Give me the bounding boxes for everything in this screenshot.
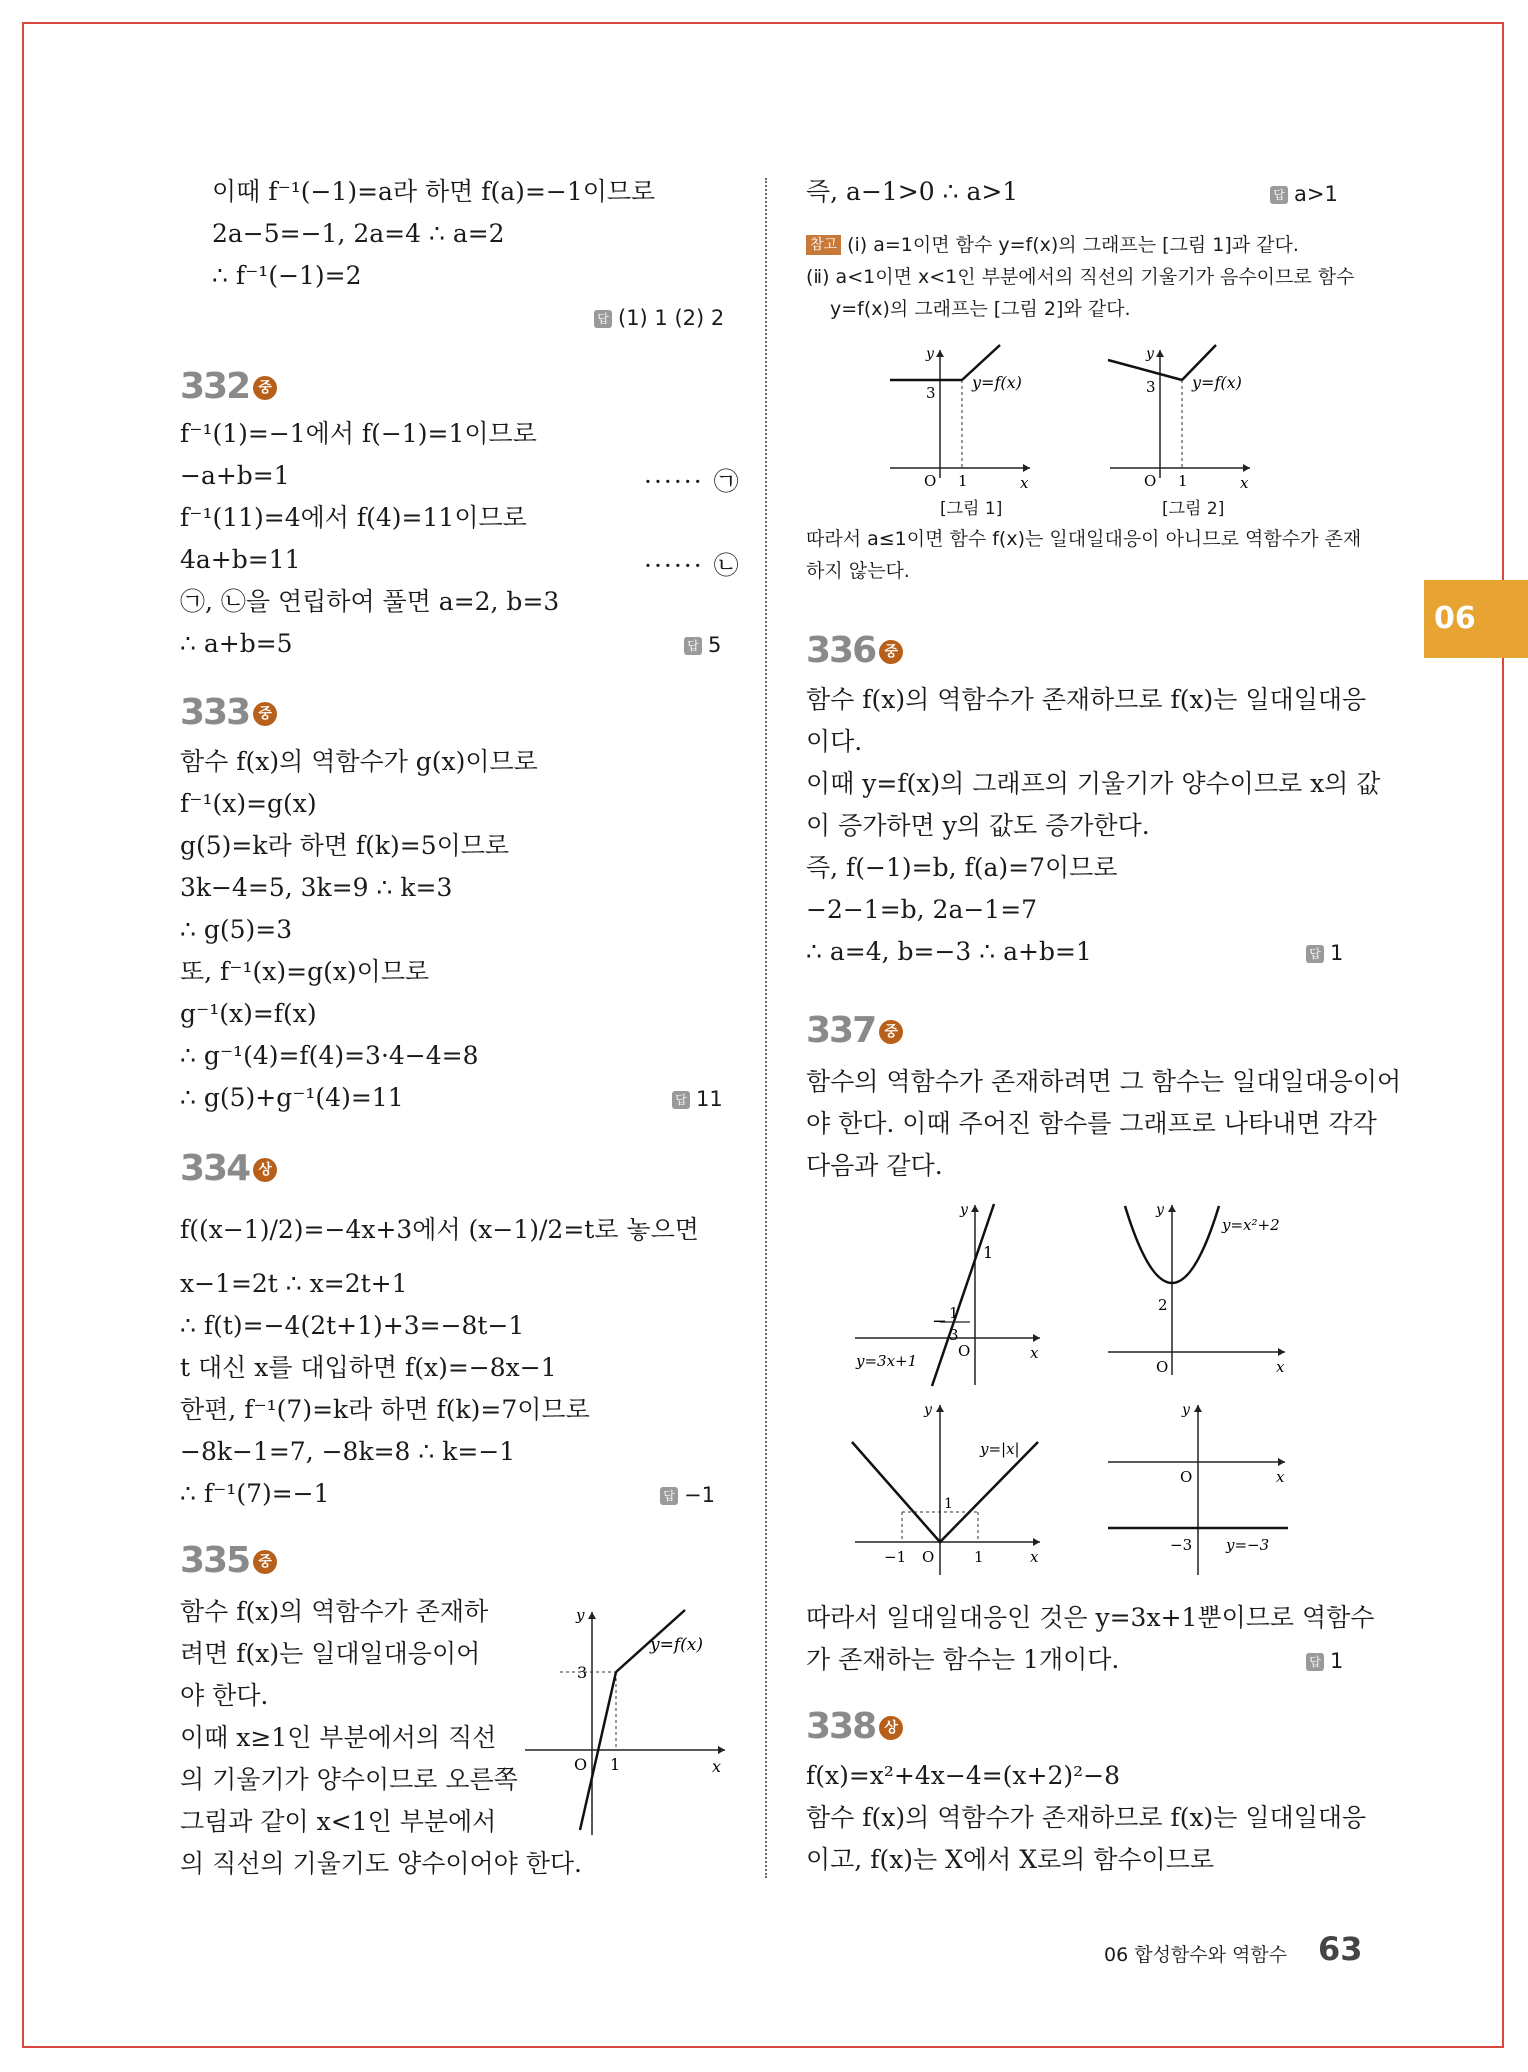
text-line: −2−1=b, 2a−1=7: [806, 895, 1038, 924]
text-line: ∴ a+b=5: [180, 629, 293, 658]
y-axis-label: y: [924, 1402, 932, 1418]
text-line: x−1=2t ∴ x=2t+1: [180, 1269, 408, 1298]
answer-tag: 답: [672, 1091, 690, 1109]
origin-label: O: [1156, 1358, 1169, 1376]
difficulty-badge: 중: [253, 702, 277, 726]
figure-1: [880, 340, 1080, 492]
note-line: 따라서 a≤1이면 함수 f(x)는 일대일대응이 아니므로 역함수가 존재: [806, 528, 1362, 550]
difficulty-badge: 상: [253, 1158, 277, 1182]
answer-tag: 답: [1306, 1653, 1324, 1671]
text-line: t 대신 x를 대입하면 f(x)=−8x−1: [180, 1353, 557, 1382]
text-line: f⁻¹(11)=4에서 f(4)=11이므로: [180, 503, 527, 532]
y-tick-label: 1: [983, 1243, 994, 1262]
answer-value: −1: [684, 1483, 715, 1507]
text-line: 함수 f(x)의 역함수가 존재하: [180, 1597, 489, 1626]
problem-number-text: 332: [180, 366, 250, 407]
chapter-tab[interactable]: 06: [1424, 580, 1528, 658]
problem-number-text: 336: [806, 630, 876, 671]
graph-absolute: [850, 1400, 1060, 1580]
text-line: 이 증가하면 y의 값도 증가한다.: [806, 811, 1150, 840]
y-arrow: [1156, 350, 1164, 357]
text-line: 함수의 역함수가 존재하려면 그 함수는 일대일대응이어: [806, 1067, 1402, 1096]
answer: [660, 1483, 715, 1507]
y-tick-label: 3: [926, 384, 936, 402]
text-line: 의 기울기가 양수이므로 오른쪽: [180, 1765, 518, 1794]
text-line: −a+b=1: [180, 461, 290, 490]
text-line: 함수 f(x)의 역함수가 g(x)이므로: [180, 747, 538, 776]
difficulty-badge: 중: [253, 1550, 277, 1574]
answer: [1306, 1649, 1343, 1673]
x-arrow: [1278, 1348, 1285, 1356]
equation-marker: ······ ㉡: [644, 551, 741, 580]
text-line: 즉, f(−1)=b, f(a)=7이므로: [806, 853, 1118, 882]
equation-marker: ······ ㉠: [644, 467, 741, 496]
text-line: 2a−5=−1, 2a=4 ∴ a=2: [212, 219, 505, 248]
text-line: 함수 f(x)의 역함수가 존재하므로 f(x)는 일대일대응: [806, 1803, 1367, 1832]
text-line: 가 존재하는 함수는 1개이다.: [806, 1645, 1120, 1674]
x-axis-label: x: [1276, 1468, 1285, 1486]
figure-2: [1100, 340, 1300, 492]
x-axis-label: x: [1030, 1548, 1039, 1566]
text-line: 야 한다. 이때 주어진 함수를 그래프로 나타내면 각각: [806, 1109, 1377, 1138]
x-arrow: [1033, 1334, 1040, 1342]
text-line: 이때 y=f(x)의 그래프의 기울기가 양수이므로 x의 값: [806, 769, 1381, 798]
y-arrow: [936, 1405, 944, 1412]
problem-number-text: 333: [180, 692, 250, 733]
curve-label: y=f(x): [972, 373, 1022, 392]
curve-label: y=|x|: [980, 1440, 1020, 1458]
origin-label: O: [574, 1755, 588, 1774]
text-line: 다음과 같다.: [806, 1151, 943, 1180]
y-tick-label: −3: [1170, 1536, 1193, 1554]
line-left: [580, 1672, 616, 1830]
text-line: f(x)=x²+4x−4=(x+2)²−8: [806, 1761, 1121, 1790]
answer-tag: 답: [660, 1487, 678, 1505]
problem-number: [806, 1010, 903, 1051]
answer-value: a>1: [1294, 182, 1338, 206]
answer: [684, 633, 721, 657]
problem-number-text: 337: [806, 1010, 876, 1051]
y-arrow: [1168, 1205, 1176, 1212]
text-line: 야 한다.: [180, 1681, 269, 1710]
x-tick-pos: 1: [974, 1548, 984, 1566]
problem-number: [180, 366, 277, 407]
x-arrow: [1243, 464, 1250, 472]
note-line: (ⅱ) a<1이면 x<1인 부분에서의 직선의 기울기가 음수이므로 함수: [806, 266, 1355, 288]
text-line: 려면 f(x)는 일대일대응이어: [180, 1639, 481, 1668]
difficulty-badge: 중: [879, 640, 903, 664]
answer: [1306, 941, 1343, 965]
answer-tag: 답: [684, 637, 702, 655]
y-tick-label: 1: [944, 1496, 953, 1512]
text-line: 3k−4=5, 3k=9 ∴ k=3: [180, 873, 453, 902]
text-line: 이고, f(x)는 X에서 X로의 함수이므로: [806, 1845, 1214, 1874]
x-arrow: [1033, 1538, 1040, 1546]
y-axis-label: y: [1146, 346, 1154, 362]
y-arrow: [588, 1612, 596, 1619]
answer: [1270, 182, 1338, 206]
y-arrow: [971, 1205, 979, 1212]
x-tick-label: 1: [958, 472, 968, 490]
page-number: 63: [1318, 1930, 1363, 1968]
y-axis-label: y: [1182, 1402, 1190, 1418]
answer-tag: 답: [1306, 945, 1324, 963]
text-line: 이때 f⁻¹(−1)=a라 하면 f(a)=−1이므로: [212, 177, 656, 206]
text-line: 이다.: [806, 727, 863, 756]
y-tick-label: 3: [577, 1663, 588, 1682]
x-tick-label: 1: [1178, 472, 1188, 490]
answer-tag: 답: [594, 310, 612, 328]
problem-number-text: 335: [180, 1540, 250, 1581]
problem-number: [180, 1540, 277, 1581]
note-line: [806, 232, 1299, 258]
difficulty-badge: 중: [253, 376, 277, 400]
problem-number: [806, 1706, 903, 1747]
answer-value: 5: [708, 633, 722, 657]
graph-constant: [1100, 1400, 1300, 1580]
x-arrow: [1278, 1458, 1285, 1466]
footer-chapter-title: 06 합성함수와 역함수: [1104, 1944, 1288, 1966]
answer-value: 1: [1330, 941, 1344, 965]
answer: [672, 1087, 723, 1111]
text-line: ∴ f⁻¹(7)=−1: [180, 1479, 330, 1508]
column-divider: [765, 178, 767, 1878]
curve-label: y=−3: [1226, 1536, 1270, 1554]
text-line: 그림과 같이 x<1인 부분에서: [180, 1807, 497, 1836]
curve-label: y=f(x): [1192, 373, 1242, 392]
origin-label: O: [1180, 1468, 1193, 1486]
figure-caption: [그림 2]: [1162, 499, 1225, 519]
origin-label: O: [958, 1342, 971, 1360]
text-line: ∴ f⁻¹(−1)=2: [212, 261, 362, 290]
text-line: g(5)=k라 하면 f(k)=5이므로: [180, 831, 510, 860]
answer-value: (1) 1 (2) 2: [618, 306, 725, 330]
problem-number: [180, 692, 277, 733]
x-tick-label: 1: [610, 1755, 621, 1774]
text-line: 이때 x≥1인 부분에서의 직선: [180, 1723, 497, 1752]
difficulty-badge: 중: [879, 1020, 903, 1044]
note-text: (ⅰ) a=1이면 함수 y=f(x)의 그래프는 [그림 1]과 같다.: [847, 234, 1299, 256]
x-axis-label: x: [1030, 1344, 1039, 1362]
text-line: 따라서 일대일대응인 것은 y=3x+1뿐이므로 역함수: [806, 1603, 1375, 1632]
text-line: f((x−1)/2)=−4x+3에서 (x−1)/2=t로 놓으면: [180, 1215, 699, 1244]
note-line: 하지 않는다.: [806, 560, 910, 582]
text-line: ∴ g(5)=3: [180, 915, 293, 944]
text-line: ∴ a=4, b=−3 ∴ a+b=1: [806, 937, 1092, 966]
answer: [594, 306, 724, 330]
graph-parabola: [1100, 1200, 1300, 1390]
minus-sign: −: [932, 1311, 948, 1332]
y-axis-label: y: [576, 1606, 585, 1624]
x-arrow: [718, 1746, 725, 1754]
note-line: y=f(x)의 그래프는 [그림 2]와 같다.: [830, 298, 1131, 320]
graph-linear: [850, 1200, 1060, 1390]
origin-label: O: [1144, 472, 1157, 490]
line-left: [1108, 360, 1182, 380]
text-line: 4a+b=11: [180, 545, 301, 574]
text-line: −8k−1=7, −8k=8 ∴ k=−1: [180, 1437, 516, 1466]
fraction-denominator: 3: [949, 1326, 959, 1344]
x-axis-label: x: [712, 1757, 722, 1776]
y-tick-label: 3: [1146, 378, 1156, 396]
text-line: 의 직선의 기울기도 양수이어야 한다.: [180, 1849, 582, 1878]
figure-caption: [그림 1]: [940, 499, 1003, 519]
text-line: g⁻¹(x)=f(x): [180, 999, 317, 1028]
text-line: ∴ f(t)=−4(2t+1)+3=−8t−1: [180, 1311, 525, 1340]
y-arrow: [1194, 1405, 1202, 1412]
problem-number: [806, 630, 903, 671]
text-line: f⁻¹(1)=−1에서 f(−1)=1이므로: [180, 419, 537, 448]
origin-label: O: [924, 472, 937, 490]
answer-value: 11: [696, 1087, 723, 1111]
y-tick-label: 2: [1158, 1296, 1168, 1314]
problem-number-text: 334: [180, 1148, 250, 1189]
text-line: 또, f⁻¹(x)=g(x)이므로: [180, 957, 430, 986]
text-line: ㉠, ㉡을 연립하여 풀면 a=2, b=3: [180, 587, 560, 616]
x-axis-label: x: [1276, 1358, 1285, 1376]
text-line: 한편, f⁻¹(7)=k라 하면 f(k)=7이므로: [180, 1395, 590, 1424]
x-tick-neg: −1: [884, 1548, 907, 1566]
answer-value: 1: [1330, 1649, 1344, 1673]
curve-label: y=3x+1: [856, 1352, 918, 1370]
text-line: 함수 f(x)의 역함수가 존재하므로 f(x)는 일대일대응: [806, 685, 1367, 714]
y-axis-label: y: [1156, 1202, 1164, 1218]
y-axis-label: y: [960, 1202, 968, 1218]
fraction-numerator: 1: [949, 1304, 959, 1322]
x-arrow: [1023, 464, 1030, 472]
x-axis-label: x: [1240, 474, 1249, 492]
origin-label: O: [922, 1548, 935, 1566]
graph-335: [520, 1600, 730, 1840]
curve-label: y=f(x): [650, 1635, 703, 1655]
text-line: ∴ g⁻¹(4)=f(4)=3·4−4=8: [180, 1041, 479, 1070]
x-axis-label: x: [1020, 474, 1029, 492]
text-line: f⁻¹(x)=g(x): [180, 789, 317, 818]
difficulty-badge: 상: [879, 1716, 903, 1740]
text-line: 즉, a−1>0 ∴ a>1: [806, 177, 1019, 206]
text-line: ∴ g(5)+g⁻¹(4)=11: [180, 1083, 404, 1112]
curve-label: y=x²+2: [1222, 1216, 1280, 1234]
problem-number-text: 338: [806, 1706, 876, 1747]
answer-tag: 답: [1270, 186, 1288, 204]
y-axis-label: y: [926, 346, 934, 362]
note-tag: 참고: [806, 235, 841, 255]
y-arrow: [936, 350, 944, 357]
problem-number: [180, 1148, 277, 1189]
